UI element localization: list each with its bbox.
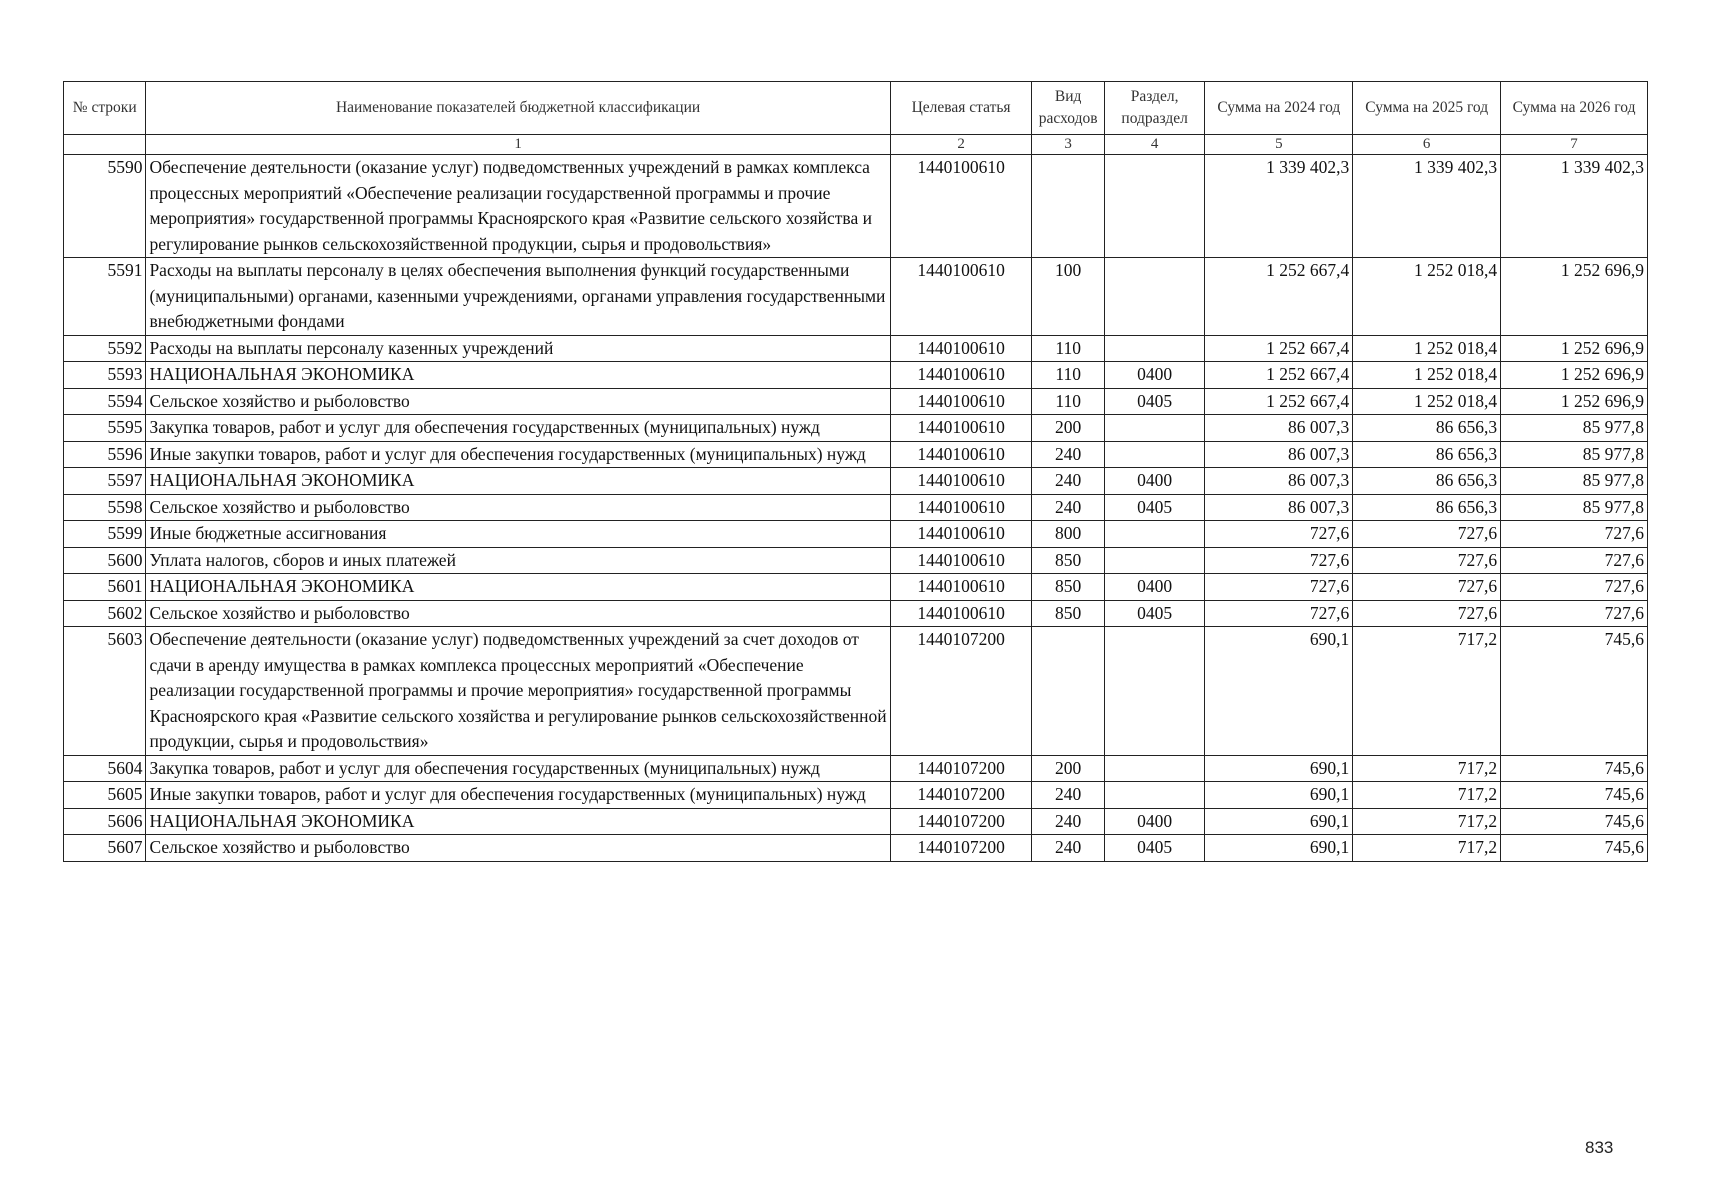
sum-2024-cell: 1 339 402,3 [1205, 155, 1353, 258]
expense-type-cell: 240 [1032, 468, 1104, 495]
section-cell [1104, 155, 1205, 258]
section-cell [1104, 627, 1205, 756]
table-row [64, 388, 1648, 415]
table-row [64, 494, 1648, 521]
target-article-cell: 1440107200 [890, 755, 1032, 782]
indicator-name-cell: НАЦИОНАЛЬНАЯ ЭКОНОМИКА [146, 362, 890, 389]
row-number-cell: 5603 [64, 627, 146, 756]
section-cell [1104, 415, 1205, 442]
sum-2026-cell: 727,6 [1501, 547, 1648, 574]
expense-type-cell: 850 [1032, 600, 1104, 627]
expense-type-cell: 100 [1032, 258, 1104, 336]
sum-2026-cell: 1 339 402,3 [1501, 155, 1648, 258]
row-number-cell: 5607 [64, 835, 146, 862]
table-row [64, 547, 1648, 574]
sum-2025-cell: 717,2 [1353, 782, 1501, 809]
sum-2025-cell: 717,2 [1353, 755, 1501, 782]
sum-2024-cell: 690,1 [1205, 627, 1353, 756]
sum-2024-cell: 690,1 [1205, 835, 1353, 862]
sum-2026-cell: 85 977,8 [1501, 468, 1648, 495]
sum-2026-cell: 745,6 [1501, 835, 1648, 862]
expense-type-cell: 850 [1032, 547, 1104, 574]
section-cell [1104, 335, 1205, 362]
sum-2025-cell: 1 252 018,4 [1353, 362, 1501, 389]
indicator-name-cell: Сельское хозяйство и рыболовство [146, 494, 890, 521]
header-section: Раздел, подраздел [1104, 82, 1205, 135]
sum-2024-cell: 690,1 [1205, 782, 1353, 809]
section-cell: 0400 [1104, 468, 1205, 495]
row-number-cell: 5599 [64, 521, 146, 548]
indicator-name-cell: Закупка товаров, работ и услуг для обеспечения государственных (муниципальных) нужд [146, 415, 890, 442]
row-number-cell: 5593 [64, 362, 146, 389]
table-row [64, 808, 1648, 835]
target-article-cell: 1440107200 [890, 782, 1032, 809]
section-cell: 0405 [1104, 388, 1205, 415]
sum-2024-cell: 690,1 [1205, 808, 1353, 835]
sum-2025-cell: 1 339 402,3 [1353, 155, 1501, 258]
indicator-name-cell: Обеспечение деятельности (оказание услуг) подведомственных учреждений за счет доходов от сдачи в аренду имущества в рамках комплекса процессных мероприятий «Обеспечение реализации государственной программы и прочие мероприятия» государственной программы Красноярского края «Развитие сельского хозяйства и регулирование рынков сельскохозяйственной продукции, сырья и продовольствия» [146, 627, 890, 756]
sum-2025-cell: 1 252 018,4 [1353, 258, 1501, 336]
target-article-cell: 1440100610 [890, 388, 1032, 415]
sum-2024-cell: 727,6 [1205, 574, 1353, 601]
indicator-name-cell: Иные закупки товаров, работ и услуг для обеспечения государственных (муниципальных) нужд [146, 782, 890, 809]
sum-2026-cell: 745,6 [1501, 755, 1648, 782]
sum-2024-cell: 86 007,3 [1205, 441, 1353, 468]
sum-2025-cell: 86 656,3 [1353, 415, 1501, 442]
sum-2024-cell: 1 252 667,4 [1205, 388, 1353, 415]
sum-2026-cell: 745,6 [1501, 782, 1648, 809]
expense-type-cell: 110 [1032, 362, 1104, 389]
header-sum-2024: Сумма на 2024 год [1205, 82, 1353, 135]
sum-2025-cell: 86 656,3 [1353, 468, 1501, 495]
indicator-name-cell: Сельское хозяйство и рыболовство [146, 600, 890, 627]
expense-type-cell: 850 [1032, 574, 1104, 601]
sum-2024-cell: 727,6 [1205, 547, 1353, 574]
sum-2026-cell: 1 252 696,9 [1501, 258, 1648, 336]
sum-2024-cell: 1 252 667,4 [1205, 335, 1353, 362]
sum-2025-cell: 727,6 [1353, 547, 1501, 574]
header-sum-2026: Сумма на 2026 год [1501, 82, 1648, 135]
sum-2025-cell: 86 656,3 [1353, 441, 1501, 468]
header-sum-2025: Сумма на 2025 год [1353, 82, 1501, 135]
row-number-cell: 5591 [64, 258, 146, 336]
table-row [64, 468, 1648, 495]
row-number-cell: 5605 [64, 782, 146, 809]
section-cell: 0405 [1104, 494, 1205, 521]
expense-type-cell: 200 [1032, 415, 1104, 442]
target-article-cell: 1440100610 [890, 494, 1032, 521]
section-cell: 0400 [1104, 362, 1205, 389]
indicator-name-cell: НАЦИОНАЛЬНАЯ ЭКОНОМИКА [146, 574, 890, 601]
expense-type-cell: 800 [1032, 521, 1104, 548]
row-number-cell: 5601 [64, 574, 146, 601]
sum-2026-cell: 745,6 [1501, 627, 1648, 756]
table-row [64, 755, 1648, 782]
indicator-name-cell: НАЦИОНАЛЬНАЯ ЭКОНОМИКА [146, 468, 890, 495]
header-name: Наименование показателей бюджетной классификации [146, 82, 890, 135]
sum-2024-cell: 1 252 667,4 [1205, 258, 1353, 336]
sum-2025-cell: 1 252 018,4 [1353, 388, 1501, 415]
indicator-name-cell: Обеспечение деятельности (оказание услуг) подведомственных учреждений в рамках комплекса процессных мероприятий «Обеспечение реализации государственной программы и прочие мероприятия» государственной программы Красноярского края «Развитие сельского хозяйства и регулирование рынков сельскохозяйственной продукции, сырья и продовольствия» [146, 155, 890, 258]
target-article-cell: 1440100610 [890, 335, 1032, 362]
row-number-cell: 5592 [64, 335, 146, 362]
table-row [64, 415, 1648, 442]
column-number-row [64, 135, 1648, 155]
indicator-name-cell: Расходы на выплаты персоналу в целях обеспечения выполнения функций государственными (муниципальными) органами, казенными учреждениями, органами управления государственными внебюджетными фондами [146, 258, 890, 336]
table-row [64, 600, 1648, 627]
table-row [64, 627, 1648, 756]
sum-2025-cell: 717,2 [1353, 627, 1501, 756]
column-number [64, 135, 146, 155]
section-cell: 0405 [1104, 835, 1205, 862]
row-number-cell: 5590 [64, 155, 146, 258]
header-target: Целевая статья [890, 82, 1032, 135]
expense-type-cell: 200 [1032, 755, 1104, 782]
expense-type-cell: 240 [1032, 494, 1104, 521]
expense-type-cell [1032, 627, 1104, 756]
expense-type-cell: 110 [1032, 335, 1104, 362]
budget-table [63, 81, 1648, 862]
expense-type-cell [1032, 155, 1104, 258]
expense-type-cell: 240 [1032, 782, 1104, 809]
sum-2026-cell: 727,6 [1501, 521, 1648, 548]
sum-2025-cell: 727,6 [1353, 521, 1501, 548]
table-row [64, 155, 1648, 258]
target-article-cell: 1440100610 [890, 600, 1032, 627]
table-row [64, 521, 1648, 548]
target-article-cell: 1440100610 [890, 468, 1032, 495]
sum-2025-cell: 727,6 [1353, 600, 1501, 627]
section-cell [1104, 782, 1205, 809]
row-number-cell: 5597 [64, 468, 146, 495]
sum-2026-cell: 85 977,8 [1501, 415, 1648, 442]
target-article-cell: 1440107200 [890, 627, 1032, 756]
section-cell: 0405 [1104, 600, 1205, 627]
sum-2024-cell: 86 007,3 [1205, 468, 1353, 495]
sum-2026-cell: 85 977,8 [1501, 494, 1648, 521]
expense-type-cell: 240 [1032, 808, 1104, 835]
sum-2026-cell: 727,6 [1501, 574, 1648, 601]
section-cell [1104, 258, 1205, 336]
table-row [64, 362, 1648, 389]
section-cell [1104, 547, 1205, 574]
expense-type-cell: 240 [1032, 441, 1104, 468]
sum-2025-cell: 717,2 [1353, 808, 1501, 835]
row-number-cell: 5606 [64, 808, 146, 835]
section-cell [1104, 755, 1205, 782]
target-article-cell: 1440107200 [890, 808, 1032, 835]
indicator-name-cell: Расходы на выплаты персоналу казенных учреждений [146, 335, 890, 362]
sum-2024-cell: 690,1 [1205, 755, 1353, 782]
table-row [64, 335, 1648, 362]
column-number: 2 [890, 135, 1032, 155]
column-number: 1 [146, 135, 890, 155]
section-cell: 0400 [1104, 574, 1205, 601]
header-expense-type: Вид расходов [1032, 82, 1104, 135]
page-number: 833 [1585, 1138, 1614, 1157]
sum-2024-cell: 86 007,3 [1205, 415, 1353, 442]
column-number: 4 [1104, 135, 1205, 155]
table-body [64, 155, 1648, 862]
sum-2025-cell: 727,6 [1353, 574, 1501, 601]
column-number: 5 [1205, 135, 1353, 155]
sum-2025-cell: 86 656,3 [1353, 494, 1501, 521]
header-row-no: № строки [64, 82, 146, 135]
column-number: 3 [1032, 135, 1104, 155]
row-number-cell: 5602 [64, 600, 146, 627]
target-article-cell: 1440100610 [890, 574, 1032, 601]
sum-2026-cell: 85 977,8 [1501, 441, 1648, 468]
column-number: 7 [1501, 135, 1648, 155]
target-article-cell: 1440100610 [890, 258, 1032, 336]
row-number-cell: 5598 [64, 494, 146, 521]
target-article-cell: 1440100610 [890, 521, 1032, 548]
target-article-cell: 1440100610 [890, 547, 1032, 574]
table-header [64, 82, 1648, 155]
sum-2025-cell: 1 252 018,4 [1353, 335, 1501, 362]
sum-2026-cell: 1 252 696,9 [1501, 362, 1648, 389]
expense-type-cell: 110 [1032, 388, 1104, 415]
row-number-cell: 5594 [64, 388, 146, 415]
indicator-name-cell: Иные закупки товаров, работ и услуг для обеспечения государственных (муниципальных) нужд [146, 441, 890, 468]
section-cell [1104, 521, 1205, 548]
indicator-name-cell: Сельское хозяйство и рыболовство [146, 388, 890, 415]
sum-2026-cell: 1 252 696,9 [1501, 335, 1648, 362]
sum-2025-cell: 717,2 [1353, 835, 1501, 862]
sum-2024-cell: 727,6 [1205, 521, 1353, 548]
target-article-cell: 1440100610 [890, 362, 1032, 389]
indicator-name-cell: Уплата налогов, сборов и иных платежей [146, 547, 890, 574]
expense-type-cell: 240 [1032, 835, 1104, 862]
row-number-cell: 5595 [64, 415, 146, 442]
table-row [64, 782, 1648, 809]
sum-2024-cell: 1 252 667,4 [1205, 362, 1353, 389]
indicator-name-cell: НАЦИОНАЛЬНАЯ ЭКОНОМИКА [146, 808, 890, 835]
table-row [64, 574, 1648, 601]
sum-2024-cell: 727,6 [1205, 600, 1353, 627]
column-number: 6 [1353, 135, 1501, 155]
sum-2026-cell: 727,6 [1501, 600, 1648, 627]
target-article-cell: 1440107200 [890, 835, 1032, 862]
sum-2026-cell: 1 252 696,9 [1501, 388, 1648, 415]
table-row [64, 441, 1648, 468]
section-cell [1104, 441, 1205, 468]
row-number-cell: 5600 [64, 547, 146, 574]
indicator-name-cell: Иные бюджетные ассигнования [146, 521, 890, 548]
section-cell: 0400 [1104, 808, 1205, 835]
indicator-name-cell: Закупка товаров, работ и услуг для обеспечения государственных (муниципальных) нужд [146, 755, 890, 782]
indicator-name-cell: Сельское хозяйство и рыболовство [146, 835, 890, 862]
target-article-cell: 1440100610 [890, 415, 1032, 442]
target-article-cell: 1440100610 [890, 155, 1032, 258]
sum-2026-cell: 745,6 [1501, 808, 1648, 835]
sum-2024-cell: 86 007,3 [1205, 494, 1353, 521]
target-article-cell: 1440100610 [890, 441, 1032, 468]
table-row [64, 258, 1648, 336]
table-row [64, 835, 1648, 862]
row-number-cell: 5604 [64, 755, 146, 782]
row-number-cell: 5596 [64, 441, 146, 468]
